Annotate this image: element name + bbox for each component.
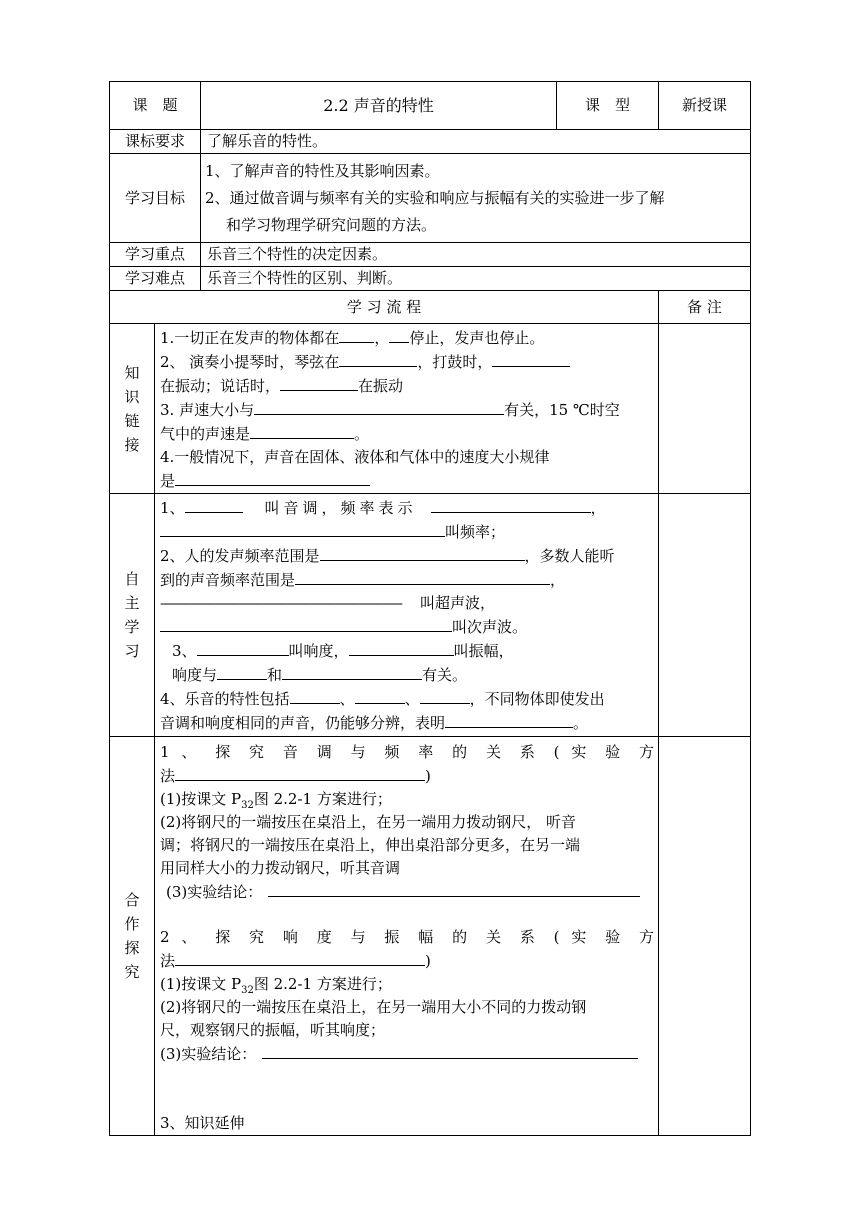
knowledge-content: 1.一切正在发声的物体都在 ， 停止，发声也停止。 2、 演奏小提琴时，琴弦在 ，打鼓时， 在振动；说话时， 在振动 3. 声速大小与 有关，15 ℃时空 气中的声速是 。 4.一般情况下，声音在固体、液体和气体中的速度大小规律 是 xyxy=(155,324,659,494)
blank xyxy=(185,496,243,513)
blank xyxy=(431,496,591,513)
blank xyxy=(349,639,454,656)
notes-cell xyxy=(659,737,751,1136)
notes-cell xyxy=(659,494,751,737)
blank xyxy=(290,687,340,704)
blank xyxy=(160,520,445,537)
blank xyxy=(268,880,640,897)
notes-cell xyxy=(659,324,751,494)
key-point-label: 学习重点 xyxy=(110,243,201,267)
goal-item: 和学习物理学研究问题的方法。 xyxy=(226,215,437,234)
difficulty-label: 学习难点 xyxy=(110,267,201,291)
cooperate-label: 合 作 探 究 xyxy=(110,737,155,1136)
blank xyxy=(250,422,354,439)
blank xyxy=(160,615,452,632)
blank xyxy=(175,764,425,781)
knowledge-label: 知 识 链 接 xyxy=(110,324,155,494)
goals-list xyxy=(201,154,751,243)
blank xyxy=(262,1042,638,1059)
blank xyxy=(320,544,525,561)
blank xyxy=(282,663,422,680)
blank xyxy=(175,469,370,486)
blank xyxy=(217,663,267,680)
course-type-label: 课 型 xyxy=(557,82,659,130)
blank xyxy=(389,326,409,343)
course-type-value: 新授课 xyxy=(659,82,751,130)
self-study-content: 1、 叫音调，频率表示 ， 叫频率； 2、人的发声频率范围是 ，多数人能听 到的声音频率范围是 ， ———————————————————— 叫超声波， 叫次声波。 3、 叫响度， 叫振幅， 响度与 和 有关。 4、乐音的特性包括 、 、 ，不同物体即使发出 音调和响度相同的声音，仍能够分辨，表明 。 xyxy=(155,494,659,737)
goal-item: 2、通过做音调与频率有关的实验和响应与振幅有关的实验进一步了解 xyxy=(205,188,665,207)
blank xyxy=(339,326,374,343)
course-label: 课 题 xyxy=(110,82,201,130)
goal-item: 1、了解声音的特性及其影响因素。 xyxy=(205,161,440,180)
blank xyxy=(355,687,405,704)
standard-label: 课标要求 xyxy=(110,130,201,154)
blank xyxy=(175,949,425,966)
standard-text: 了解乐音的特性。 xyxy=(201,130,751,154)
blank xyxy=(492,350,570,367)
key-point-text: 乐音三个特性的决定因素。 xyxy=(201,243,751,267)
blank xyxy=(339,350,417,367)
lesson-plan-table xyxy=(109,81,751,1136)
notes-heading: 备 注 xyxy=(659,291,751,324)
course-title: 2.2 声音的特性 xyxy=(201,82,557,130)
flow-heading: 学 习 流 程 xyxy=(110,291,659,324)
blank xyxy=(295,568,550,585)
blank xyxy=(197,639,289,656)
goals-label: 学习目标 xyxy=(110,154,201,243)
self-study-label: 自 主 学 习 xyxy=(110,494,155,737)
blank xyxy=(445,711,573,728)
difficulty-text: 乐音三个特性的区别、判断。 xyxy=(201,267,751,291)
blank xyxy=(420,687,470,704)
blank xyxy=(254,398,504,415)
cooperate-content: 1 、 探 究 音 调 与 频 率 的 关 系 ( 实 验 方 法 ) (1)按课文 $P_{32}$图 2.2-1 方案进行； (2)将钢尺的一端按压在桌沿上，在另一端用力拨动钢尺， 听音 调；将钢尺的一端按压在桌沿上，伸出桌沿部分更多，在另一端 用同样大小的力拨动钢尺，听其音调 (3)实验结论： 2 、 探 究 响 度 与 振 幅 的 关 系 ( 实 验 方 法 ) (1)按课文 $P_{32}$图 2.2-1 方案进行； (2)将钢尺的一端按压在桌沿上，在另一端用大小不同的力拨动钢 尺，观察钢尺的振幅，听其响度； (3)实验结论： 3、知识延伸 xyxy=(155,737,659,1136)
blank xyxy=(280,374,358,391)
